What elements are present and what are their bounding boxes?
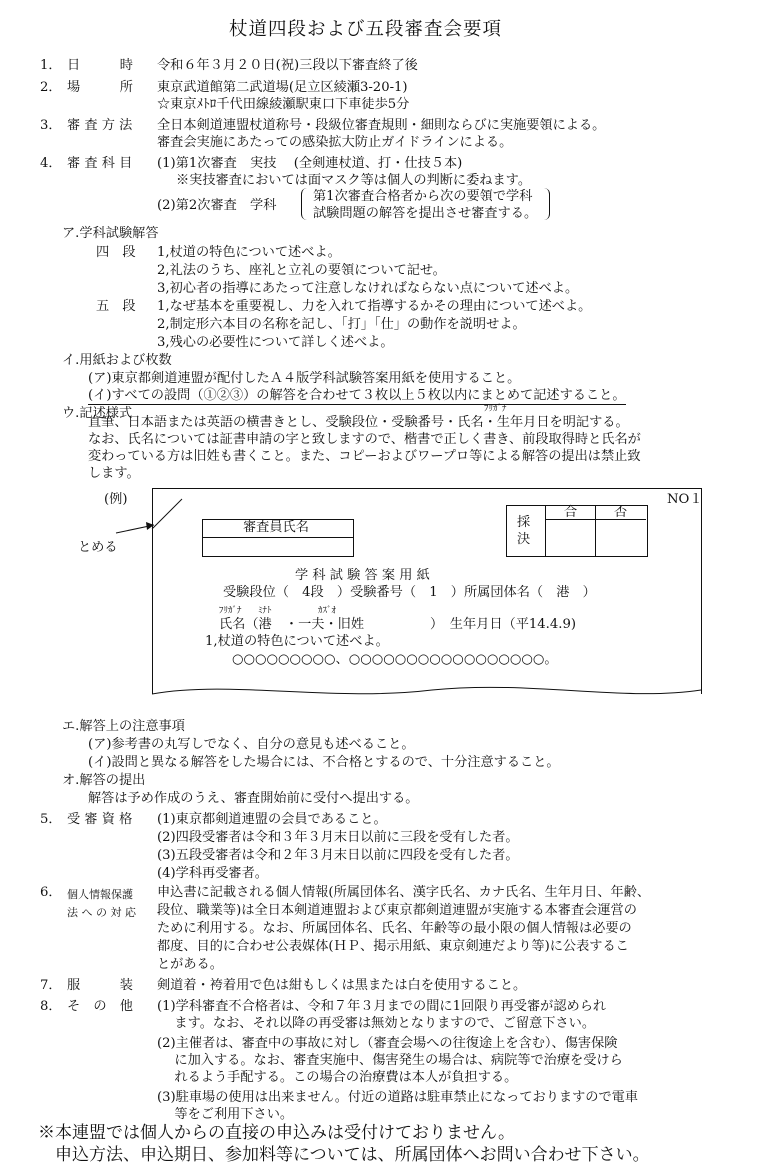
section-6-line: 申込書に記載される個人情報(所属団体名、漢字氏名、カナ氏名、生年月日、年齢、	[157, 885, 651, 900]
section-8-line: に加入する。なお、審査実施中、傷害発生の場合は、病院等で治療を受けら	[157, 1053, 623, 1068]
paper-rule-underlined: (イ)すべての設問（①②③）の解答を合わせて３枚以上５枚以内にまとめて記述すること。	[88, 388, 626, 403]
subsection-o-heading: オ.解答の提出	[62, 773, 146, 788]
section-4-item-1: (1)第1次審査 実技 (全剣連杖道、打・仕技５本)	[157, 156, 463, 171]
section-8-label: そ の 他	[67, 999, 133, 1014]
section-1-label: 日 時	[67, 58, 133, 73]
divider	[545, 519, 646, 520]
divider	[202, 537, 353, 538]
format-line: なお、氏名については証書申請の字と致しますので、楷書で正しく書き、前段取得時と氏名が	[88, 432, 641, 447]
section-2-number: 2．	[40, 80, 62, 95]
section-5-number: 5．	[40, 812, 62, 827]
section-8-line: (3)駐車場の使用は出来ません。付近の道路は駐車禁止になっておりますので電車	[157, 1090, 639, 1105]
section-6-label: 個人情報保護	[67, 888, 133, 901]
note-line: (イ)設問と異なる解答をした場合には、不合格とするので、十分注意すること。	[88, 755, 560, 770]
subsection-u-heading: ウ.記述様式	[62, 406, 133, 421]
paper-rule: (ア)東京都剣道連盟が配付したＡ４版学科試験答案用紙を使用すること。	[88, 371, 521, 386]
example-label: (例)	[104, 492, 128, 507]
sheet-wavy-edge	[152, 680, 702, 704]
question: 3,初心者の指導にあたって注意しなければならない点について述べよ。	[157, 281, 579, 296]
submission-line: 解答は予め作成のうえ、審査開始前に受付へ提出する。	[88, 791, 419, 806]
sheet-line: 1,杖道の特色について述べよ。	[205, 634, 389, 649]
section-3-number: 3．	[40, 118, 62, 133]
subsection-i-heading: イ.用紙および枚数	[62, 353, 172, 368]
section-3-line: 審査会実施にあたっての感染拡大防止ガイドラインによる。	[157, 135, 513, 150]
section-7-value: 剣道着・袴着用で色は紺もしくは黒または白を使用すること。	[157, 978, 527, 993]
section-8-line: ます。なお、それ以降の再受審は無効となりますので、ご留意下さい。	[157, 1016, 596, 1031]
fail-label: 否	[614, 505, 628, 520]
section-6-line: 都度、目的に合わせ公表媒体(ＨＰ、掲示用紙、東京剣連だより等)に公表するこ	[157, 939, 629, 954]
section-2-line: ☆東京ﾒﾄﾛ千代田線綾瀬駅東口下車徒歩5分	[157, 97, 410, 112]
sheet-title: 学 科 試 験 答 案 用 紙	[295, 568, 430, 583]
section-8-number: 8．	[40, 999, 62, 1014]
question: 2,制定形六本目の名称を記し、「打」「仕」の動作を説明せよ。	[157, 317, 526, 332]
format-line: します。	[88, 466, 140, 481]
subsection-a-heading: ア.学科試験解答	[62, 226, 159, 241]
section-4-item-1-note: ※実技審査においては面マスク等は個人の判断に委ねます。	[176, 173, 532, 188]
section-8-line: (2)主催者は、審査中の事故に対し（審査会場への往復途上を含む）、傷害保険	[157, 1036, 618, 1051]
saiketsu-label: 採 決	[517, 515, 531, 547]
section-5-line: (1)東京都剣道連盟の会員であること。	[157, 812, 387, 827]
section-4-bracket-line: 第1次審査合格者から次の要領で学科	[313, 189, 533, 204]
section-6-line: 段位、職業等)は全日本剣道連盟および東京都剣道連盟が実施する本審査会運営の	[157, 903, 637, 918]
section-8-line: れるよう手配する。この場合の治療費は本人が負担する。	[157, 1070, 518, 1085]
section-4-label: 審 査 科 目	[67, 156, 133, 171]
section-7-label: 服 装	[67, 978, 133, 993]
divider	[595, 505, 596, 556]
subsection-e-heading: エ.解答上の注意事項	[62, 719, 185, 734]
section-7-number: 7．	[40, 978, 62, 993]
section-6-line: ために利用する。なお、所属団体名、氏名、年齢等の最小限の個人情報は必要の	[157, 921, 632, 936]
section-4-bracket-line: 試験問題の解答を提出させ審査する。	[313, 206, 538, 221]
divider	[545, 505, 546, 556]
furigana: ﾌﾘｶﾞﾅ	[484, 404, 507, 414]
furigana: ﾐﾅﾄ	[258, 606, 272, 616]
sheet-number: NO１	[667, 492, 703, 507]
section-5-line: (2)四段受審者は令和３年３月末日以前に三段を受有した者。	[157, 830, 519, 845]
footer-notice: ※本連盟では個人からの直接の申込みは受付けておりません。	[38, 1123, 516, 1143]
examiner-label: 審査員氏名	[243, 520, 309, 535]
section-1-value: 令和６年３月２０日(祝)三段以下審査終了後	[157, 58, 418, 73]
yondan-label: 四 段	[96, 245, 136, 260]
note-line: (ア)参考書の丸写しでなく、自分の意見も述べること。	[88, 737, 415, 752]
section-4-number: 4．	[40, 156, 62, 171]
godan-label: 五 段	[96, 299, 136, 314]
sheet-line: 氏名（港 ・一夫・旧姓 ） 生年月日（平14.4.9)	[219, 617, 576, 632]
section-2-label: 場 所	[67, 80, 133, 95]
furigana: ﾌﾘｶﾞﾅ	[219, 606, 242, 616]
footer-notice: 申込方法、申込期日、参加料等については、所属団体へお問い合わせ下さい。	[38, 1145, 650, 1165]
question: 1,なぜ基本を重要視し、力を入れて指導するかその理由について述べよ。	[157, 299, 592, 314]
section-8-line: (1)学科審査不合格者は、令和７年３月までの間に1回限り再受審が認められ	[157, 999, 607, 1014]
question: 3,残心の必要性について詳しく述べよ。	[157, 335, 394, 350]
section-5-line: (4)学科再受審者。	[157, 866, 268, 881]
section-5-line: (3)五段受審者は令和２年３月末日以前に四段を受有した者。	[157, 848, 519, 863]
section-4-item-2: (2)第2次審査 学科	[157, 198, 277, 213]
section-1-number: 1．	[40, 58, 62, 73]
sheet-line: ○○○○○○○○○、○○○○○○○○○○○○○○○○○。	[232, 652, 558, 667]
section-6-number: 6．	[40, 885, 62, 900]
section-8-line: 等をご利用下さい。	[157, 1107, 294, 1122]
section-3-label: 審 査 方 法	[67, 118, 133, 133]
question: 2,礼法のうち、座礼と立礼の要領について記せ。	[157, 263, 446, 278]
format-line: 変わっている方は旧姓も書くこと。また、コピーおよびワープロ等による解答の提出は禁止致	[88, 449, 641, 464]
pass-label: 合	[564, 505, 578, 520]
format-line: 直筆、日本語または英語の横書きとし、受験段位・受験番号・氏名・生年月日を明記する。	[88, 415, 629, 430]
page-title: 杖道四段および五段審査会要項	[229, 19, 503, 40]
section-6-label: 法 へ の 対 応	[67, 906, 136, 919]
section-3-line: 全日本剣道連盟杖道称号・段級位審査規則・細則ならびに実施要領による。	[157, 118, 606, 133]
tomeru-label: とめる	[78, 540, 118, 555]
furigana: ｶｽﾞｵ	[318, 606, 337, 616]
sheet-line: 受験段位（ 4段 ）受験番号（ 1 ）所属団体名（ 港 ）	[223, 585, 596, 600]
question: 1,杖道の特色について述べよ。	[157, 245, 341, 260]
section-5-label: 受 審 資 格	[67, 812, 133, 827]
section-6-line: とがある。	[157, 957, 223, 972]
section-2-line: 東京武道館第二武道場(足立区綾瀬3-20-1)	[157, 80, 408, 95]
